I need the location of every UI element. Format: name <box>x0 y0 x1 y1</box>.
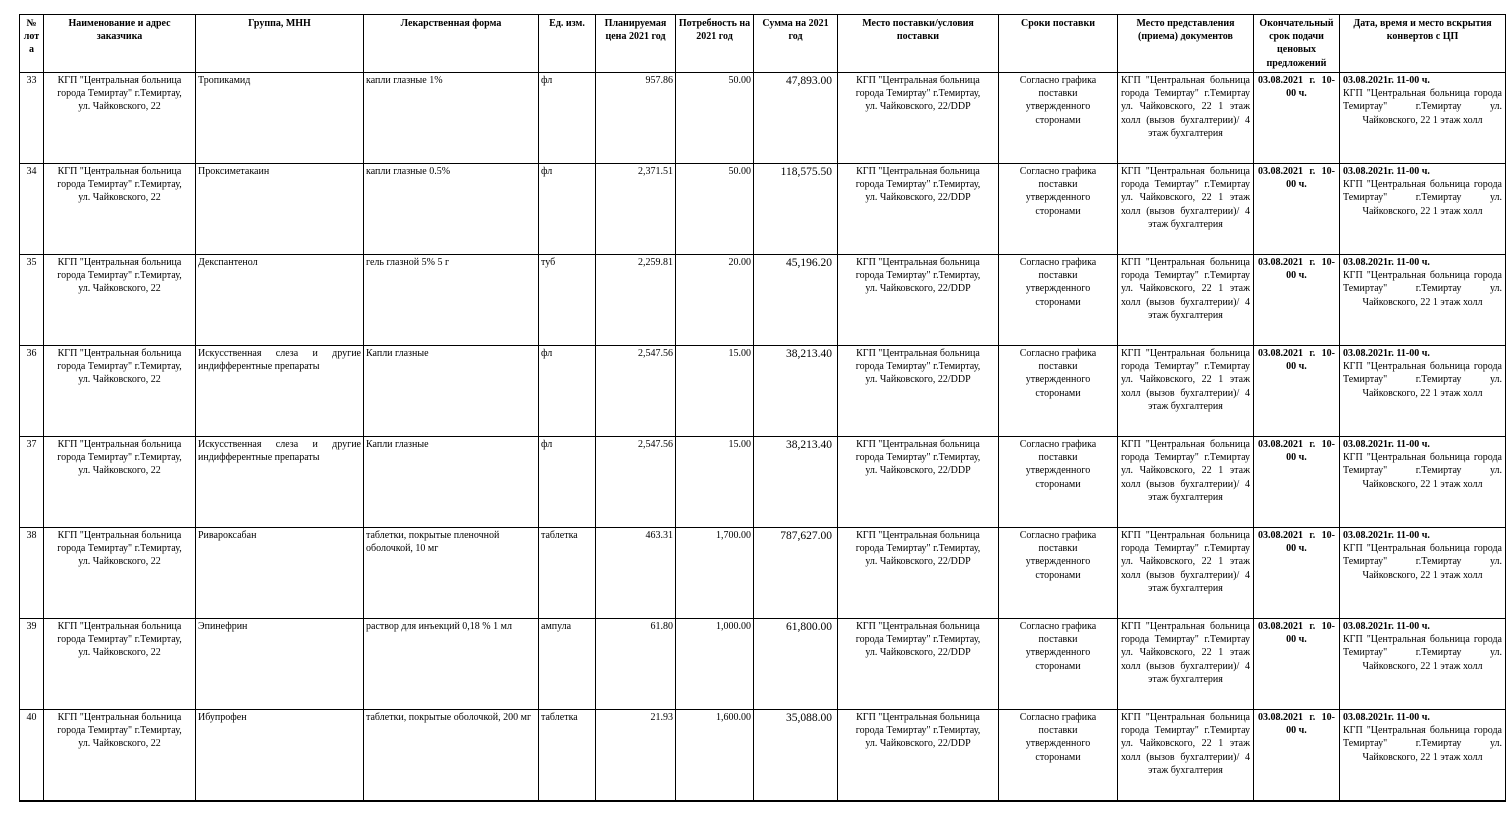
demand-cell: 15.00 <box>676 346 754 437</box>
sum-cell: 35,088.00 <box>754 710 838 801</box>
delivery-place-cell: КГП "Центральная больница города Темиртау" г.Темиртау, ул. Чайковского, 22/DDP <box>838 710 999 801</box>
table-row <box>20 73 1506 164</box>
opening-place: КГП "Центральная больница города Темиртау" г.Темиртау ул. Чайковского, 22 1 этаж холл <box>1343 179 1502 217</box>
opening-cell <box>1340 619 1506 710</box>
col-header-deadline: Окончательный срок подачи ценовых предложений <box>1254 15 1340 73</box>
group-inn-cell: Тропикамид <box>196 73 364 164</box>
customer-cell: КГП "Центральная больница города Темиртау" г.Темиртау, ул. Чайковского, 22 <box>44 528 196 619</box>
unit-cell: фл <box>539 346 596 437</box>
dosage-form-cell: раствор для инъекций 0,18 % 1 мл <box>364 619 539 710</box>
opening-cell <box>1340 255 1506 346</box>
sum-cell: 45,196.20 <box>754 255 838 346</box>
sum-cell: 38,213.40 <box>754 437 838 528</box>
customer-cell: КГП "Центральная больница города Темиртау" г.Темиртау, ул. Чайковского, 22 <box>44 346 196 437</box>
dosage-form-cell: таблетки, покрытые оболочкой, 200 мг <box>364 710 539 801</box>
group-inn-cell: Эпинефрин <box>196 619 364 710</box>
lot-number-cell: 38 <box>20 528 44 619</box>
lot-number-cell: 37 <box>20 437 44 528</box>
docs-place-cell: КГП "Центральная больница города Темиртау" г.Темиртау ул. Чайковского, 22 1 этаж холл (вызов бухгалтерии)/ 4 этаж бухгалтерия <box>1118 619 1254 710</box>
docs-place-cell: КГП "Центральная больница города Темиртау" г.Темиртау ул. Чайковского, 22 1 этаж холл (вызов бухгалтерии)/ 4 этаж бухгалтерия <box>1118 710 1254 801</box>
unit-cell: ампула <box>539 619 596 710</box>
col-header-delivery-terms: Сроки поставки <box>999 15 1118 73</box>
lots-table-body <box>20 73 1506 801</box>
opening-place: КГП "Центральная больница города Темиртау" г.Темиртау ул. Чайковского, 22 1 этаж холл <box>1343 270 1502 308</box>
demand-cell: 15.00 <box>676 437 754 528</box>
col-header-opening: Дата, время и место вскрытия конвертов с ЦП <box>1340 15 1506 73</box>
col-header-customer: Наименование и адрес заказчика <box>44 15 196 73</box>
delivery-place-cell: КГП "Центральная больница города Темиртау" г.Темиртау, ул. Чайковского, 22/DDP <box>838 619 999 710</box>
sum-cell: 47,893.00 <box>754 73 838 164</box>
table-row <box>20 437 1506 528</box>
opening-cell <box>1340 164 1506 255</box>
sum-cell: 61,800.00 <box>754 619 838 710</box>
deadline-cell: 03.08.2021 г. 10-00 ч. <box>1254 164 1340 255</box>
delivery-place-cell: КГП "Центральная больница города Темиртау" г.Темиртау, ул. Чайковского, 22/DDP <box>838 164 999 255</box>
docs-place-cell: КГП "Центральная больница города Темиртау" г.Темиртау ул. Чайковского, 22 1 этаж холл (вызов бухгалтерии)/ 4 этаж бухгалтерия <box>1118 164 1254 255</box>
dosage-form-cell: Капли глазные <box>364 437 539 528</box>
demand-cell: 1,000.00 <box>676 619 754 710</box>
deadline-cell: 03.08.2021 г. 10-00 ч. <box>1254 437 1340 528</box>
demand-cell: 50.00 <box>676 73 754 164</box>
opening-cell <box>1340 73 1506 164</box>
lot-number-cell: 34 <box>20 164 44 255</box>
lot-number-cell: 40 <box>20 710 44 801</box>
group-inn-cell: Проксиметакаин <box>196 164 364 255</box>
opening-datetime: 03.08.2021г. 11-00 ч. <box>1343 712 1430 723</box>
opening-datetime: 03.08.2021г. 11-00 ч. <box>1343 166 1430 177</box>
table-row <box>20 346 1506 437</box>
dosage-form-cell: гель глазной 5% 5 г <box>364 255 539 346</box>
unit-cell: таблетка <box>539 528 596 619</box>
col-header-demand: Потребность на 2021 год <box>676 15 754 73</box>
planned-price-cell: 61.80 <box>596 619 676 710</box>
opening-place: КГП "Центральная больница города Темиртау" г.Темиртау ул. Чайковского, 22 1 этаж холл <box>1343 452 1502 490</box>
opening-cell <box>1340 346 1506 437</box>
delivery-place-cell: КГП "Центральная больница города Темиртау" г.Темиртау, ул. Чайковского, 22/DDP <box>838 346 999 437</box>
opening-place: КГП "Центральная больница города Темиртау" г.Темиртау ул. Чайковского, 22 1 этаж холл <box>1343 88 1502 126</box>
delivery-terms-cell: Согласно графика поставки утвержденного сторонами <box>999 346 1118 437</box>
docs-place-cell: КГП "Центральная больница города Темиртау" г.Темиртау ул. Чайковского, 22 1 этаж холл (вызов бухгалтерии)/ 4 этаж бухгалтерия <box>1118 437 1254 528</box>
table-header-row <box>20 15 1506 73</box>
demand-cell: 1,600.00 <box>676 710 754 801</box>
opening-datetime: 03.08.2021г. 11-00 ч. <box>1343 530 1430 541</box>
docs-place-cell: КГП "Центральная больница города Темиртау" г.Темиртау ул. Чайковского, 22 1 этаж холл (вызов бухгалтерии)/ 4 этаж бухгалтерия <box>1118 255 1254 346</box>
customer-cell: КГП "Центральная больница города Темиртау" г.Темиртау, ул. Чайковского, 22 <box>44 73 196 164</box>
docs-place-cell: КГП "Центральная больница города Темиртау" г.Темиртау ул. Чайковского, 22 1 этаж холл (вызов бухгалтерии)/ 4 этаж бухгалтерия <box>1118 73 1254 164</box>
delivery-terms-cell: Согласно графика поставки утвержденного сторонами <box>999 710 1118 801</box>
opening-datetime: 03.08.2021г. 11-00 ч. <box>1343 439 1430 450</box>
sum-cell: 118,575.50 <box>754 164 838 255</box>
opening-place: КГП "Центральная больница города Темиртау" г.Темиртау ул. Чайковского, 22 1 этаж холл <box>1343 634 1502 672</box>
lot-number-cell: 36 <box>20 346 44 437</box>
opening-datetime: 03.08.2021г. 11-00 ч. <box>1343 348 1430 359</box>
deadline-cell: 03.08.2021 г. 10-00 ч. <box>1254 346 1340 437</box>
demand-cell: 50.00 <box>676 164 754 255</box>
deadline-cell: 03.08.2021 г. 10-00 ч. <box>1254 73 1340 164</box>
opening-datetime: 03.08.2021г. 11-00 ч. <box>1343 257 1430 268</box>
opening-place: КГП "Центральная больница города Темиртау" г.Темиртау ул. Чайковского, 22 1 этаж холл <box>1343 543 1502 581</box>
unit-cell: фл <box>539 437 596 528</box>
opening-cell <box>1340 710 1506 801</box>
planned-price-cell: 2,547.56 <box>596 346 676 437</box>
planned-price-cell: 463.31 <box>596 528 676 619</box>
col-header-docs-place: Место представления (приема) документов <box>1118 15 1254 73</box>
lot-number-cell: 39 <box>20 619 44 710</box>
delivery-terms-cell: Согласно графика поставки утвержденного сторонами <box>999 73 1118 164</box>
opening-place: КГП "Центральная больница города Темиртау" г.Темиртау ул. Чайковского, 22 1 этаж холл <box>1343 361 1502 399</box>
planned-price-cell: 2,547.56 <box>596 437 676 528</box>
dosage-form-cell: капли глазные 0.5% <box>364 164 539 255</box>
delivery-terms-cell: Согласно графика поставки утвержденного сторонами <box>999 619 1118 710</box>
table-row <box>20 255 1506 346</box>
col-header-lot-number: № лота <box>20 15 44 73</box>
planned-price-cell: 2,259.81 <box>596 255 676 346</box>
demand-cell: 1,700.00 <box>676 528 754 619</box>
col-header-unit: Ед. изм. <box>539 15 596 73</box>
group-inn-cell: Декспантенол <box>196 255 364 346</box>
planned-price-cell: 21.93 <box>596 710 676 801</box>
opening-place: КГП "Центральная больница города Темиртау" г.Темиртау ул. Чайковского, 22 1 этаж холл <box>1343 725 1502 763</box>
lots-table <box>19 14 1506 802</box>
col-header-group-inn: Группа, МНН <box>196 15 364 73</box>
docs-place-cell: КГП "Центральная больница города Темиртау" г.Темиртау ул. Чайковского, 22 1 этаж холл (вызов бухгалтерии)/ 4 этаж бухгалтерия <box>1118 528 1254 619</box>
table-row <box>20 619 1506 710</box>
delivery-terms-cell: Согласно графика поставки утвержденного сторонами <box>999 255 1118 346</box>
delivery-place-cell: КГП "Центральная больница города Темиртау" г.Темиртау, ул. Чайковского, 22/DDP <box>838 437 999 528</box>
unit-cell: фл <box>539 73 596 164</box>
lot-number-cell: 33 <box>20 73 44 164</box>
opening-datetime: 03.08.2021г. 11-00 ч. <box>1343 75 1430 86</box>
group-inn-cell: Ривароксабан <box>196 528 364 619</box>
lot-number-cell: 35 <box>20 255 44 346</box>
deadline-cell: 03.08.2021 г. 10-00 ч. <box>1254 528 1340 619</box>
delivery-terms-cell: Согласно графика поставки утвержденного сторонами <box>999 164 1118 255</box>
docs-place-cell: КГП "Центральная больница города Темиртау" г.Темиртау ул. Чайковского, 22 1 этаж холл (вызов бухгалтерии)/ 4 этаж бухгалтерия <box>1118 346 1254 437</box>
table-row <box>20 164 1506 255</box>
opening-datetime: 03.08.2021г. 11-00 ч. <box>1343 621 1430 632</box>
col-header-planned-price: Планируемая цена 2021 год <box>596 15 676 73</box>
unit-cell: таблетка <box>539 710 596 801</box>
table-row <box>20 528 1506 619</box>
demand-cell: 20.00 <box>676 255 754 346</box>
unit-cell: туб <box>539 255 596 346</box>
col-header-delivery-place: Место поставки/условия поставки <box>838 15 999 73</box>
deadline-cell: 03.08.2021 г. 10-00 ч. <box>1254 710 1340 801</box>
customer-cell: КГП "Центральная больница города Темиртау" г.Темиртау, ул. Чайковского, 22 <box>44 255 196 346</box>
sum-cell: 38,213.40 <box>754 346 838 437</box>
planned-price-cell: 957.86 <box>596 73 676 164</box>
customer-cell: КГП "Центральная больница города Темиртау" г.Темиртау, ул. Чайковского, 22 <box>44 619 196 710</box>
delivery-terms-cell: Согласно графика поставки утвержденного сторонами <box>999 437 1118 528</box>
delivery-place-cell: КГП "Центральная больница города Темиртау" г.Темиртау, ул. Чайковского, 22/DDP <box>838 528 999 619</box>
delivery-place-cell: КГП "Центральная больница города Темиртау" г.Темиртау, ул. Чайковского, 22/DDP <box>838 73 999 164</box>
sum-cell: 787,627.00 <box>754 528 838 619</box>
group-inn-cell: Ибупрофен <box>196 710 364 801</box>
group-inn-cell: Искусственная слеза и другие индифферентные препараты <box>196 437 364 528</box>
customer-cell: КГП "Центральная больница города Темиртау" г.Темиртау, ул. Чайковского, 22 <box>44 710 196 801</box>
dosage-form-cell: таблетки, покрытые пленочной оболочкой, 10 мг <box>364 528 539 619</box>
customer-cell: КГП "Центральная больница города Темиртау" г.Темиртау, ул. Чайковского, 22 <box>44 164 196 255</box>
col-header-dosage-form: Лекарственная форма <box>364 15 539 73</box>
opening-cell <box>1340 437 1506 528</box>
dosage-form-cell: капли глазные 1% <box>364 73 539 164</box>
planned-price-cell: 2,371.51 <box>596 164 676 255</box>
delivery-terms-cell: Согласно графика поставки утвержденного сторонами <box>999 528 1118 619</box>
deadline-cell: 03.08.2021 г. 10-00 ч. <box>1254 619 1340 710</box>
opening-cell <box>1340 528 1506 619</box>
group-inn-cell: Искусственная слеза и другие индифферентные препараты <box>196 346 364 437</box>
deadline-cell: 03.08.2021 г. 10-00 ч. <box>1254 255 1340 346</box>
unit-cell: фл <box>539 164 596 255</box>
customer-cell: КГП "Центральная больница города Темиртау" г.Темиртау, ул. Чайковского, 22 <box>44 437 196 528</box>
delivery-place-cell: КГП "Центральная больница города Темиртау" г.Темиртау, ул. Чайковского, 22/DDP <box>838 255 999 346</box>
table-row <box>20 710 1506 801</box>
col-header-sum: Сумма на 2021 год <box>754 15 838 73</box>
dosage-form-cell: Капли глазные <box>364 346 539 437</box>
